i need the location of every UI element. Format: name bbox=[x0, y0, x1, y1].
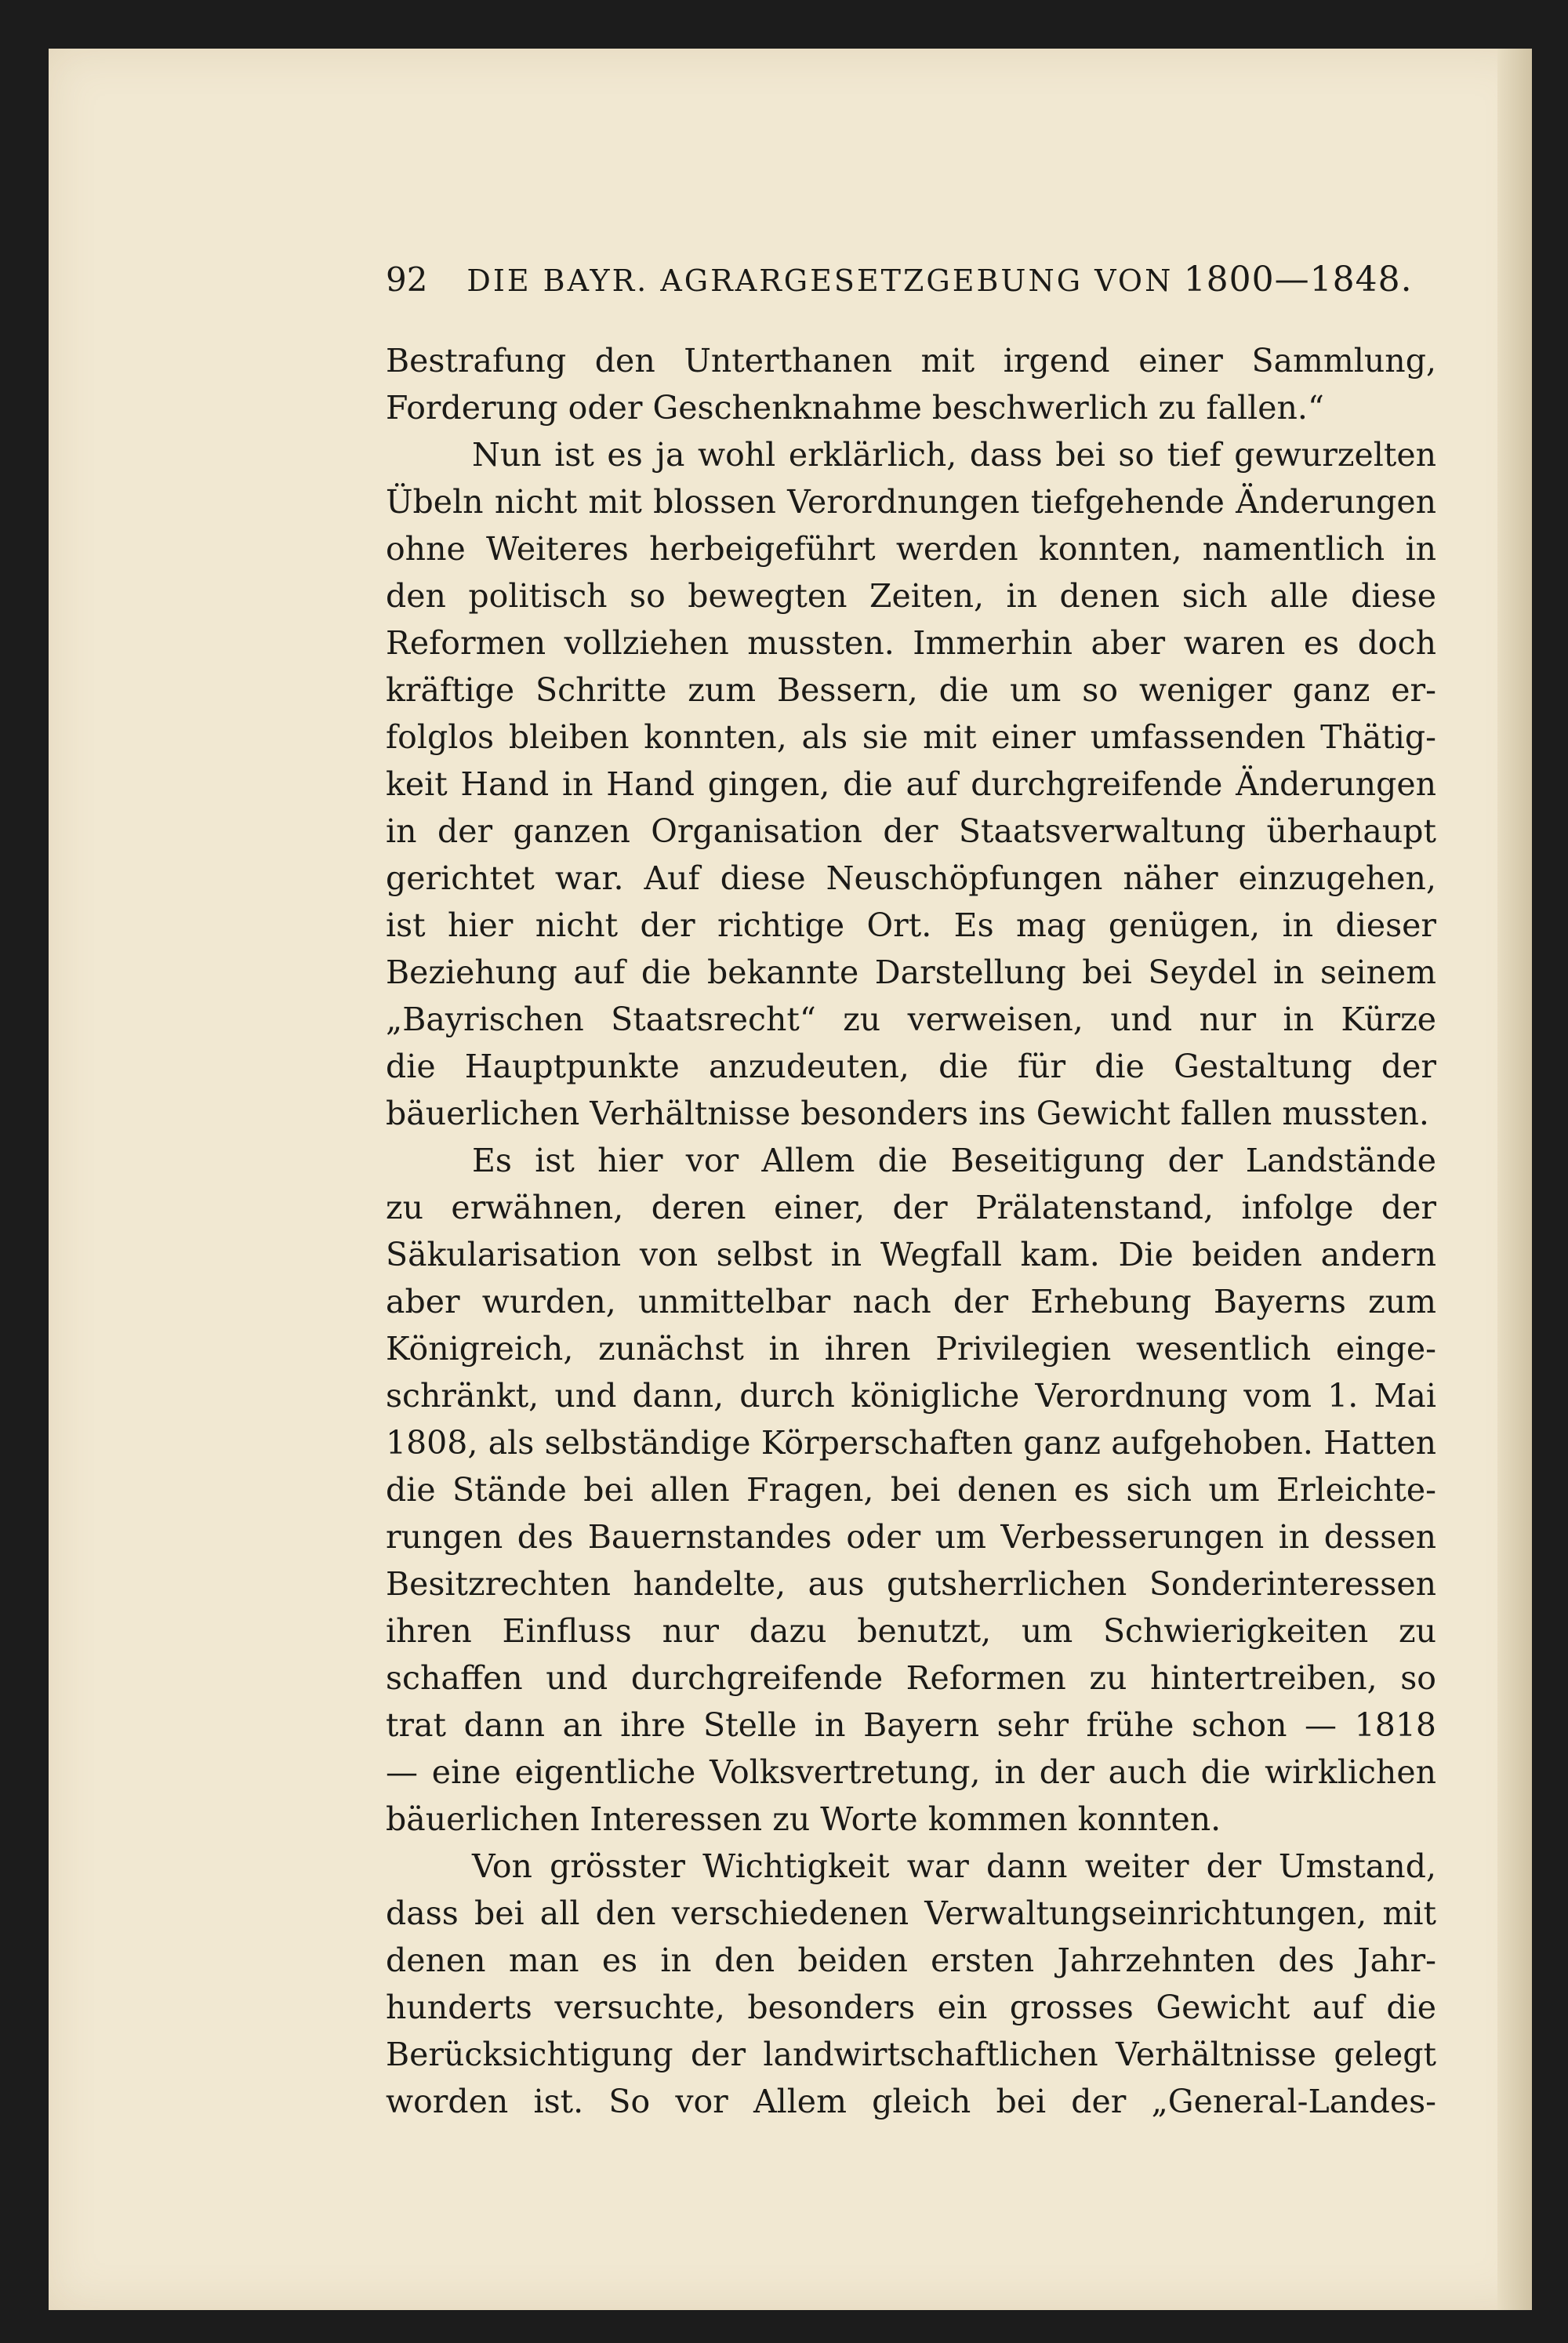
text-line: Bestrafung den Unterthanen mit irgend einer Sammlung, bbox=[386, 342, 1436, 380]
text-line: Berücksichtigung der landwirtschaftlichen Verhältnisse gelegt bbox=[386, 2036, 1436, 2073]
text-line: Übeln nicht mit blossen Verordnungen tiefgehende Änderungen bbox=[386, 483, 1436, 521]
text-line: die Stände bei allen Fragen, bei denen es sich um Erleichte- bbox=[386, 1471, 1436, 1509]
running-head bbox=[386, 252, 1436, 307]
text-line: rungen des Bauernstandes oder um Verbesserungen in dessen bbox=[386, 1518, 1436, 1556]
text-line: worden ist. So vor Allem gleich bei der „General-Landes- bbox=[386, 2083, 1436, 2120]
text-line: gerichtet war. Auf diese Neuschöpfungen näher einzugehen, bbox=[386, 859, 1436, 897]
text-line: in der ganzen Organisation der Staatsverwaltung überhaupt bbox=[386, 812, 1436, 850]
text-line: Forderung oder Geschenknahme beschwerlich zu fallen.“ bbox=[386, 389, 1324, 427]
text-line: Besitzrechten handelte, aus gutsherrlichen Sonderinteressen bbox=[386, 1565, 1436, 1603]
text-line: kräftige Schritte zum Bessern, die um so weniger ganz er- bbox=[386, 671, 1436, 709]
text-line: ihren Einfluss nur dazu benutzt, um Schwierigkeiten zu bbox=[386, 1612, 1436, 1650]
paper-sheet bbox=[49, 49, 1532, 2310]
text-line: zu erwähnen, deren einer, der Prälatenstand, infolge der bbox=[386, 1189, 1436, 1226]
text-line: Es ist hier vor Allem die Beseitigung der Landstände bbox=[472, 1142, 1436, 1179]
page-number: 92 bbox=[386, 260, 428, 299]
running-head-title: DIE BAYR. AGRARGESETZGEBUNG VON bbox=[466, 263, 1174, 298]
text-line: ist hier nicht der richtige Ort. Es mag genügen, in dieser bbox=[386, 906, 1436, 944]
text-line: schaffen und durchgreifende Reformen zu hintertreiben, so bbox=[386, 1659, 1436, 1697]
text-line: keit Hand in Hand gingen, die auf durchgreifende Änderungen bbox=[386, 765, 1436, 803]
text-line: Säkularisation von selbst in Wegfall kam. Die beiden andern bbox=[386, 1236, 1436, 1273]
text-line: hunderts versuchte, besonders ein grosses Gewicht auf die bbox=[386, 1989, 1436, 2026]
text-line: Reformen vollziehen mussten. Immerhin aber waren es doch bbox=[386, 624, 1436, 662]
text-line: bäuerlichen Verhältnisse besonders ins Gewicht fallen mussten. bbox=[386, 1095, 1429, 1132]
text-block bbox=[386, 252, 1436, 2125]
body-text bbox=[386, 337, 1436, 2125]
text-line: Beziehung auf die bekannte Darstellung bei Seydel in seinem bbox=[386, 954, 1436, 991]
text-line: „Bayrischen Staatsrecht“ zu verweisen, und nur in Kürze bbox=[386, 1001, 1436, 1038]
text-line: ohne Weiteres herbeigeführt werden konnten, namentlich in bbox=[386, 530, 1436, 568]
text-line: bäuerlichen Interessen zu Worte kommen konnten. bbox=[386, 1800, 1221, 1838]
text-line: dass bei all den verschiedenen Verwaltungseinrichtungen, mit bbox=[386, 1894, 1436, 1932]
text-line: Von grösster Wichtigkeit war dann weiter der Umstand, bbox=[472, 1847, 1436, 1885]
text-line: — eine eigentliche Volksvertretung, in der auch die wirklichen bbox=[386, 1753, 1436, 1791]
text-line: Nun ist es ja wohl erklärlich, dass bei so tief gewurzelten bbox=[472, 436, 1436, 474]
text-line: trat dann an ihre Stelle in Bayern sehr frühe schon — 1818 bbox=[386, 1706, 1436, 1744]
running-head-years: 1800—1848. bbox=[1183, 260, 1413, 300]
page-edge-shadow bbox=[1497, 49, 1532, 2310]
text-line: Königreich, zunächst in ihren Privilegien wesentlich einge- bbox=[386, 1330, 1436, 1368]
text-line: schränkt, und dann, durch königliche Verordnung vom 1. Mai bbox=[386, 1377, 1436, 1415]
text-line: denen man es in den beiden ersten Jahrzehnten des Jahr- bbox=[386, 1942, 1436, 1979]
text-line: den politisch so bewegten Zeiten, in denen sich alle diese bbox=[386, 577, 1436, 615]
text-line: folglos bleiben konnten, als sie mit einer umfassenden Thätig- bbox=[386, 718, 1436, 756]
text-line: aber wurden, unmittelbar nach der Erhebung Bayerns zum bbox=[386, 1283, 1436, 1320]
text-line: 1808, als selbständige Körperschaften ganz aufgehoben. Hatten bbox=[386, 1424, 1436, 1462]
text-line: die Hauptpunkte anzudeuten, die für die Gestaltung der bbox=[386, 1048, 1436, 1085]
